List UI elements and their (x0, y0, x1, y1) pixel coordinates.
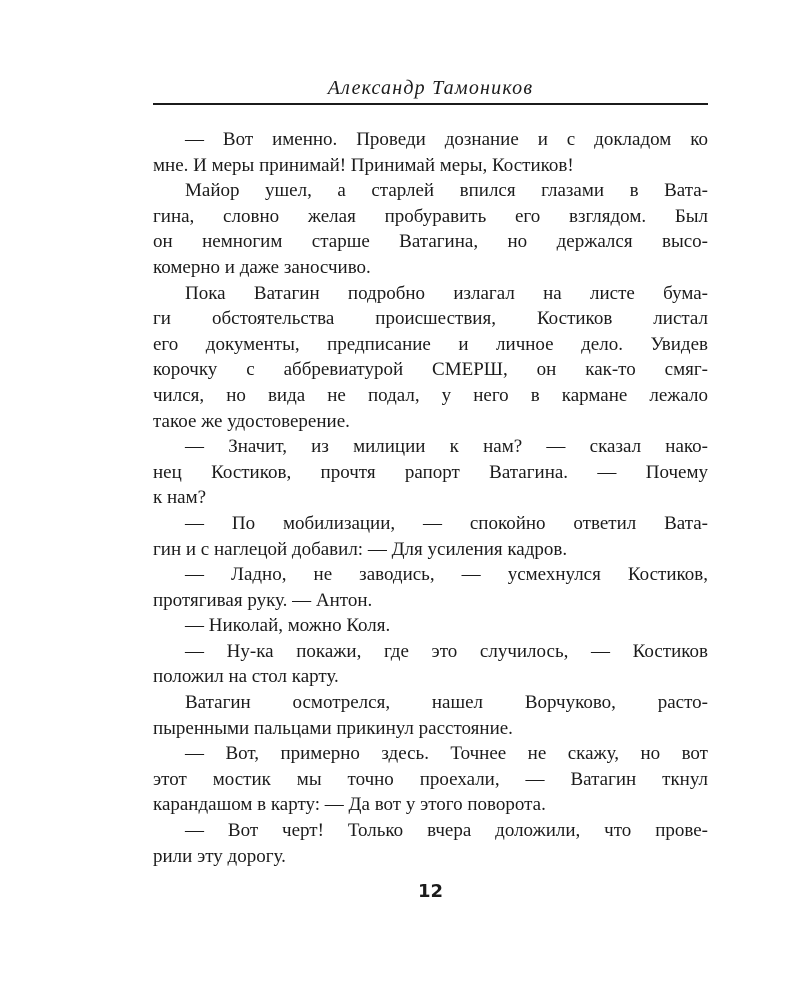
text-line: гин и с наглецой добавил: — Для усиления кадров. (153, 538, 568, 560)
running-header: Александр Тамоников (327, 77, 534, 99)
text-line: мне. И меры принимай! Принимай меры, Костиков! (153, 154, 574, 176)
text-line: — Значит, из милиции к нам? — сказал нако- (185, 436, 708, 458)
text-line: к нам? (153, 487, 207, 509)
text-line: — По мобилизации, — спокойно ответил Вата- (185, 512, 708, 534)
text-line: его документы, предписание и личное дело. Увидев (153, 333, 708, 355)
text-line: — Ладно, не заводись, — усмехнулся Костиков, (185, 564, 708, 586)
text-line: карандашом в карту: — Да вот у этого поворота. (153, 794, 546, 816)
text-line: корочку с аббревиатурой СМЕРШ, он как-то смяг- (153, 359, 708, 381)
header-rule (153, 103, 708, 105)
text-line: гина, словно желая пробуравить его взглядом. Был (153, 205, 708, 227)
text-line: такое же удостоверение. (153, 410, 350, 432)
text-line: чился, но вида не подал, у него в кармане лежало (153, 384, 708, 406)
text-line: Пока Ватагин подробно излагал на листе бума- (185, 282, 708, 304)
text-line: — Вот, примерно здесь. Точнее не скажу, но вот (185, 743, 708, 765)
text-line: нец Костиков, прочтя рапорт Ватагина. — Почему (153, 461, 708, 483)
text-line: — Вот именно. Проведи дознание и с докладом ко (185, 129, 708, 150)
text-line: Майор ушел, а старлей впился глазами в Вата- (185, 180, 708, 202)
text-line: Ватагин осмотрелся, нашел Ворчуково, расто- (185, 692, 708, 714)
text-line: ги обстоятельства происшествия, Костиков листал (153, 308, 708, 330)
text-line: протягивая руку. — Антон. (153, 589, 373, 611)
text-line: — Николай, можно Коля. (185, 615, 391, 637)
text-line: рили эту дорогу. (153, 845, 286, 867)
text-line: — Ну-ка покажи, где это случилось, — Костиков (185, 640, 708, 662)
text-line: комерно и даже заносчиво. (153, 256, 371, 278)
text-line: положил на стол карту. (153, 666, 339, 688)
text-line: этот мостик мы точно проехали, — Ватагин ткнул (153, 768, 708, 790)
body-text (153, 127, 708, 869)
text-line: — Вот черт! Только вчера доложили, что прове- (185, 820, 708, 842)
page-number: 12 (417, 881, 444, 902)
text-line: пыренными пальцами прикинул расстояние. (153, 717, 513, 739)
text-line: он немногим старше Ватагина, но держался высо- (153, 231, 708, 253)
